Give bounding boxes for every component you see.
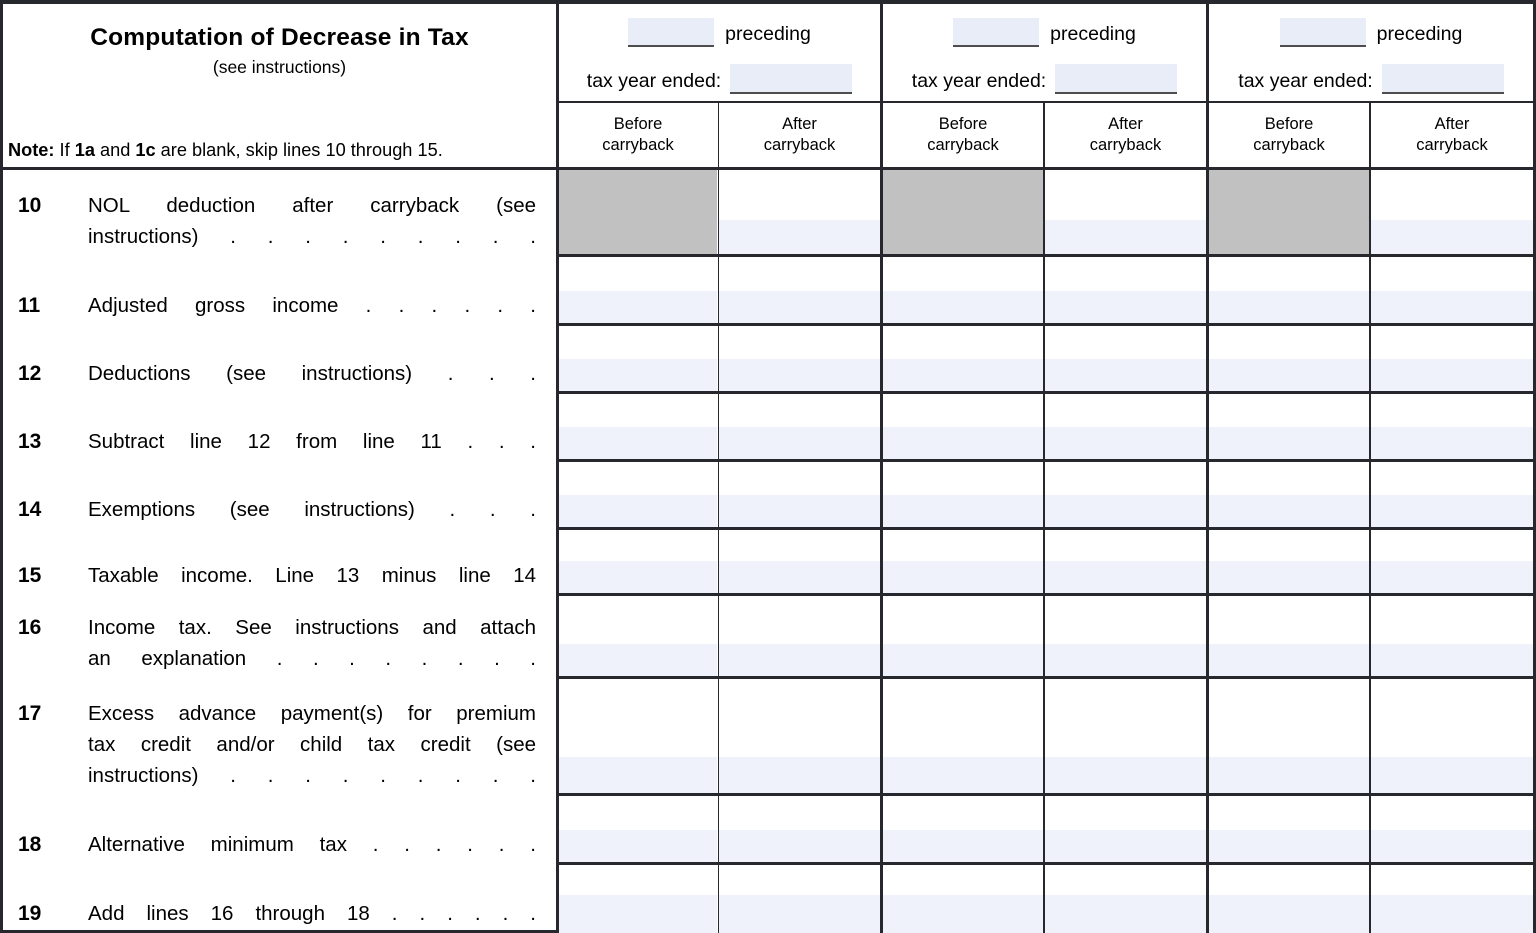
line-number: 10 <box>18 194 42 217</box>
column-header-line: After <box>1108 115 1143 133</box>
preceding-label: preceding <box>1050 23 1136 45</box>
amount-input[interactable] <box>719 359 880 391</box>
preceding-years-input[interactable] <box>1280 18 1366 47</box>
page-title: Computation of Decrease in Tax <box>90 24 469 51</box>
amount-input[interactable] <box>559 644 717 676</box>
line-number: 16 <box>18 616 42 639</box>
divider <box>556 676 1536 679</box>
amount-input[interactable] <box>719 291 880 323</box>
amount-input[interactable] <box>719 830 880 862</box>
form-header <box>3 4 556 167</box>
column-header-line: carryback <box>602 135 674 154</box>
amount-input[interactable] <box>883 359 1043 391</box>
line-item-label: Taxable income. Line 13 minus line 14 <box>88 564 536 587</box>
column-header-after-carryback <box>1371 103 1533 167</box>
amount-input[interactable] <box>1209 644 1369 676</box>
amount-input[interactable] <box>1371 830 1533 862</box>
line-item-label: an explanation . . . . . . . . <box>88 647 536 670</box>
amount-input[interactable] <box>1371 561 1533 593</box>
amount-input[interactable] <box>1371 427 1533 459</box>
line-item-16 <box>18 612 536 674</box>
column-header-after-carryback <box>719 103 880 167</box>
line-item-label: Income tax. See instructions and attach <box>88 616 536 639</box>
amount-input[interactable] <box>883 895 1043 933</box>
amount-input[interactable] <box>1209 495 1369 527</box>
line-number: 13 <box>18 430 42 453</box>
column-header-line: After <box>782 115 817 133</box>
amount-input[interactable] <box>1209 830 1369 862</box>
amount-input[interactable] <box>1045 830 1206 862</box>
line-item-14 <box>18 494 536 525</box>
amount-input[interactable] <box>883 495 1043 527</box>
amount-input[interactable] <box>1045 644 1206 676</box>
amount-input[interactable] <box>1209 895 1369 933</box>
amount-input[interactable] <box>719 757 880 793</box>
amount-input[interactable] <box>719 561 880 593</box>
divider <box>556 254 1536 257</box>
line-item-label: Alternative minimum tax . . . . . . <box>88 833 536 856</box>
blocked-cell <box>883 170 1043 254</box>
amount-input[interactable] <box>559 757 717 793</box>
preceding-years-input[interactable] <box>953 18 1039 47</box>
amount-input[interactable] <box>559 359 717 391</box>
column-header-line: After <box>1434 115 1470 133</box>
divider <box>556 527 1536 530</box>
divider <box>0 0 3 933</box>
column-header-line: carryback <box>1089 135 1162 154</box>
line-item-18 <box>18 829 536 860</box>
line-number: 11 <box>18 294 41 317</box>
amount-input[interactable] <box>559 427 717 459</box>
line-item-19 <box>18 898 536 929</box>
column-header-line: Before <box>938 115 988 133</box>
line-item-12 <box>18 358 536 389</box>
note-label: Note: <box>8 140 55 160</box>
line-number: 14 <box>18 498 42 521</box>
divider <box>556 323 1536 326</box>
amount-input[interactable] <box>719 644 880 676</box>
amount-input[interactable] <box>559 561 717 593</box>
amount-input[interactable] <box>1045 561 1206 593</box>
line-number: 18 <box>18 833 42 856</box>
divider <box>556 459 1536 462</box>
line-item-label: instructions) . . . . . . . . . <box>88 764 536 787</box>
line-item-label: Subtract line 12 from line 11 . . . <box>88 430 536 453</box>
column-header-line: carryback <box>763 135 836 154</box>
amount-input[interactable] <box>1045 495 1206 527</box>
line-item-label: Deductions (see instructions) . . . <box>88 362 536 385</box>
line-item-10 <box>18 190 536 252</box>
amount-input[interactable] <box>719 427 880 459</box>
preceding-years-input[interactable] <box>628 18 714 47</box>
amount-input[interactable] <box>883 830 1043 862</box>
column-header-line: carryback <box>927 135 999 154</box>
amount-input[interactable] <box>719 895 880 933</box>
amount-input[interactable] <box>1045 220 1206 254</box>
line-item-label: Excess advance payment(s) for premium <box>88 702 536 725</box>
tax-year-ended-input[interactable] <box>730 64 852 94</box>
amount-input[interactable] <box>559 495 717 527</box>
year-group-3-header <box>1209 4 1533 100</box>
page-subtitle: (see instructions) <box>212 57 347 77</box>
amount-input[interactable] <box>719 220 880 254</box>
amount-input[interactable] <box>1045 895 1206 933</box>
column-header-before-carryback <box>883 103 1043 167</box>
note-text: Note: If 1a and 1c are blank, skip lines 10 through 15. <box>8 140 443 160</box>
amount-input[interactable] <box>1209 757 1369 793</box>
amount-input[interactable] <box>1371 895 1533 933</box>
amount-input[interactable] <box>559 291 717 323</box>
divider <box>0 0 1536 4</box>
column-header-line: carryback <box>1416 135 1488 154</box>
tax-year-ended-input[interactable] <box>1055 64 1177 94</box>
line-item-13 <box>18 426 536 457</box>
divider <box>556 593 1536 596</box>
blocked-cell <box>1209 170 1369 254</box>
amount-input[interactable] <box>1371 220 1533 254</box>
line-item-label: instructions) . . . . . . . . . <box>88 225 536 248</box>
amount-input[interactable] <box>1371 495 1533 527</box>
amount-input[interactable] <box>1371 644 1533 676</box>
amount-input[interactable] <box>1209 427 1369 459</box>
column-header-line: carryback <box>1253 135 1325 154</box>
line-item-label: NOL deduction after carryback (see <box>88 194 536 217</box>
line-item-11 <box>18 290 536 321</box>
amount-input[interactable] <box>559 895 717 933</box>
line-item-label: Adjusted gross income . . . . . . <box>88 294 536 317</box>
amount-input[interactable] <box>1371 757 1533 793</box>
amount-input[interactable] <box>1371 291 1533 323</box>
amount-input[interactable] <box>1371 359 1533 391</box>
amount-input[interactable] <box>719 495 880 527</box>
column-header-line: Before <box>613 115 663 133</box>
tax-year-ended-label: tax year ended: <box>586 70 722 92</box>
tax-year-ended-input[interactable] <box>1382 64 1504 94</box>
amount-input[interactable] <box>883 561 1043 593</box>
line-number: 17 <box>18 702 42 725</box>
amount-input[interactable] <box>883 644 1043 676</box>
amount-input[interactable] <box>1045 427 1206 459</box>
amount-input[interactable] <box>1209 291 1369 323</box>
column-header-before-carryback <box>1209 103 1369 167</box>
divider <box>556 862 1536 865</box>
amount-input[interactable] <box>883 757 1043 793</box>
divider <box>556 793 1536 796</box>
amount-input[interactable] <box>1045 359 1206 391</box>
column-header-after-carryback <box>1045 103 1206 167</box>
line-item-label: Add lines 16 through 18 . . . . . . <box>88 902 536 925</box>
amount-input[interactable] <box>883 427 1043 459</box>
column-header-before-carryback <box>559 103 717 167</box>
amount-input[interactable] <box>1209 561 1369 593</box>
line-item-label: Exemptions (see instructions) . . . <box>88 498 536 521</box>
line-item-label: tax credit and/or child tax credit (see <box>88 733 536 756</box>
amount-input[interactable] <box>1209 359 1369 391</box>
line-number: 15 <box>18 564 42 587</box>
line-number: 19 <box>18 902 42 925</box>
line-item-15 <box>18 560 536 591</box>
amount-input[interactable] <box>1045 757 1206 793</box>
year-group-1-header <box>559 4 880 100</box>
line-number: 12 <box>18 362 42 385</box>
line-item-17 <box>18 698 536 791</box>
amount-input[interactable] <box>1045 291 1206 323</box>
tax-year-ended-label: tax year ended: <box>911 70 1047 92</box>
blocked-cell <box>559 170 717 254</box>
divider <box>556 391 1536 394</box>
year-group-2-header <box>883 4 1206 100</box>
amount-input[interactable] <box>559 830 717 862</box>
column-header-line: Before <box>1264 115 1314 133</box>
preceding-label: preceding <box>1376 23 1463 45</box>
preceding-label: preceding <box>725 23 811 45</box>
tax-year-ended-label: tax year ended: <box>1238 70 1373 92</box>
amount-input[interactable] <box>883 291 1043 323</box>
